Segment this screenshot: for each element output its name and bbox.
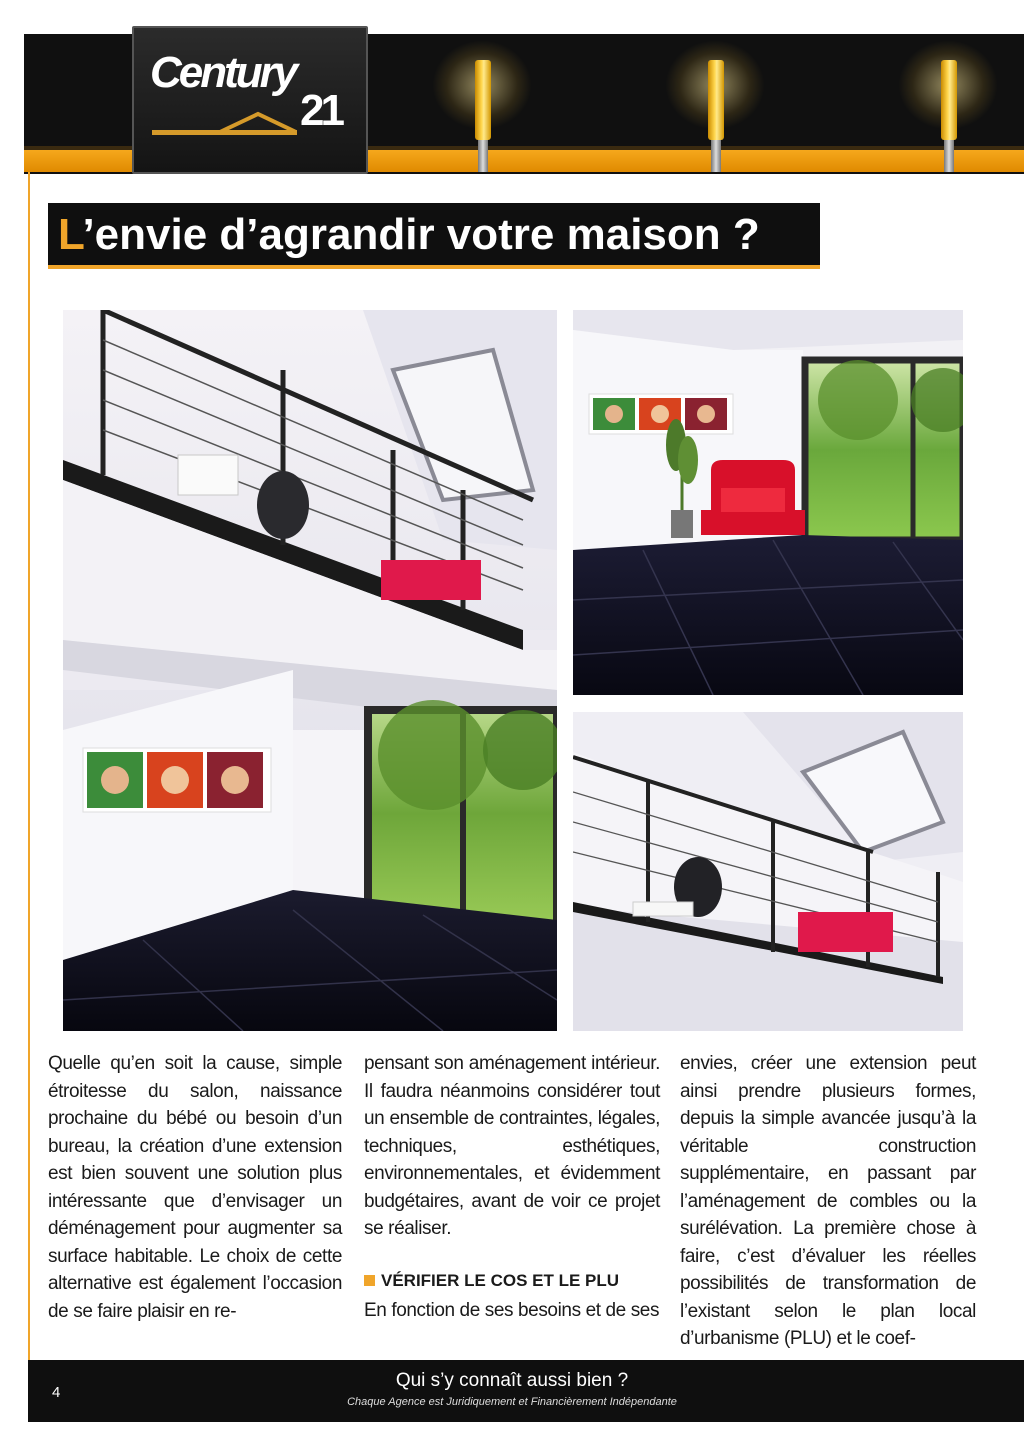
footer-slogan: Qui s’y connaît aussi bien ? xyxy=(395,1370,629,1391)
photo-red-armchair-room xyxy=(573,310,963,695)
photo-mezzanine-living-room xyxy=(63,310,557,1031)
lamp-decoration xyxy=(472,60,494,150)
section-subheading xyxy=(364,1271,619,1291)
photo-mezzanine-office xyxy=(573,712,963,1031)
logo-number: 21 xyxy=(300,86,341,135)
article-column-1: Quelle qu’en soit la cause, simple étroitesse du salon, naissance prochaine du bébé ou besoin d’un bureau, la création d’une extension est bien souvent une solution plus intéressante que d’envisager un déménagement pour augmenter sa surface habitable. Le choix de cette alternative est également l’occasion de se faire plaisir en re- xyxy=(48,1053,342,1322)
lamp-decoration xyxy=(938,60,960,150)
lamp-decoration xyxy=(705,60,727,150)
title-underline xyxy=(48,265,820,269)
footer-disclaimer: Chaque Agence est Juridiquement et Financièrement Indépendante xyxy=(347,1396,677,1408)
page-title xyxy=(58,208,760,262)
article-column-2-continued: En fonction de ses besoins et de ses xyxy=(364,1300,660,1321)
subheading-text: VÉRIFIER LE COS ET LE PLU xyxy=(381,1271,620,1290)
bullet-square-icon xyxy=(364,1275,375,1286)
title-text: ’envie d’agrandir votre maison ? xyxy=(82,210,760,259)
logo-wordmark: Century xyxy=(150,48,296,97)
article-column-2: pensant son aménagement intérieur. Il faudra néanmoins considérer tout un ensemble de contraintes, légales, techniques, esthétiques, environnementales, et évidemment budgétaires, avant de voir ce projet se réaliser. xyxy=(364,1053,660,1239)
article-column-3: envies, créer une extension peut ainsi prendre plusieurs formes, depuis la simple avancée jusqu’à la véritable construction supplémentaire, en passant par l’aménagement de combles ou la surélévation. La première chose à faire, c’est d’évaluer les réelles possibilités de transformation de l’existant selon le plan local d’urbanisme (PLU) et le coef- xyxy=(680,1053,976,1349)
margin-rule xyxy=(28,172,30,1422)
page-number: 4 xyxy=(52,1384,61,1401)
title-initial: L xyxy=(58,210,83,259)
house-roof-icon xyxy=(218,110,298,134)
